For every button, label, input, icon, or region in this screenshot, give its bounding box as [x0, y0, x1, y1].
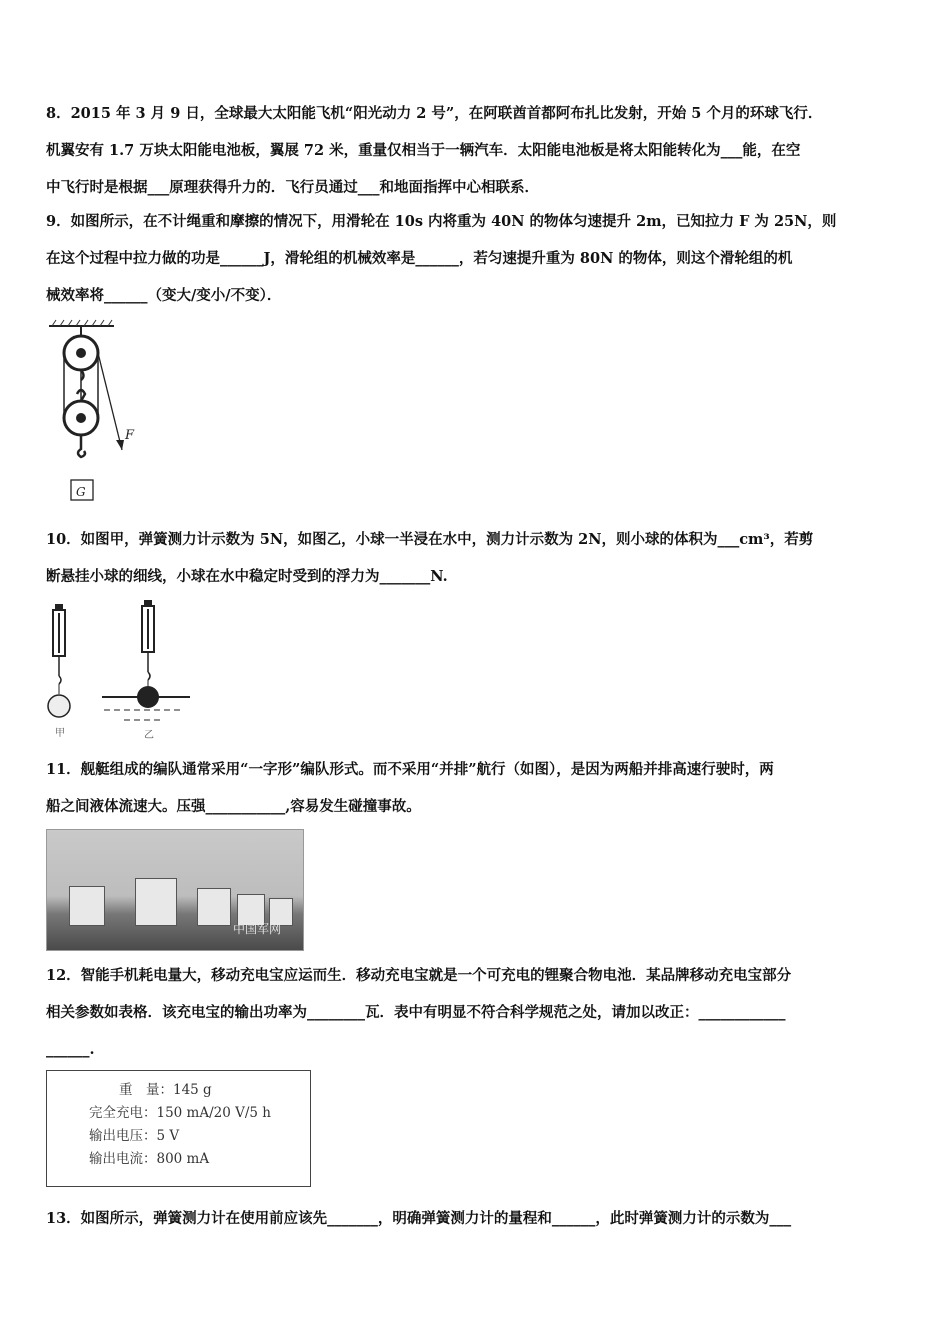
- fig-label-b: 乙: [144, 730, 154, 741]
- q8-line-2: 机翼安有 1.7 万块太阳能电池板，翼展 72 米，重量仅相当于一辆汽车．太阳能电池板是将太阳能转化为___能，在空: [46, 142, 801, 159]
- question-10: [46, 521, 906, 595]
- question-13: [46, 1200, 906, 1237]
- q9-line-2: 在这个过程中拉力做的功是______J，滑轮组的机械效率是______，若匀速提升重为 80N 的物体，则这个滑轮组的机: [46, 250, 793, 267]
- table-row-charge: 完全充电：150 mA/20 V/5 h: [89, 1105, 271, 1121]
- q12-line-3: ______.: [46, 1041, 95, 1058]
- q9-line-3: 械效率将______（变大/变小/不变）．: [46, 287, 282, 304]
- force-label: F: [125, 428, 135, 443]
- question-11: [46, 751, 906, 825]
- question-8: [46, 95, 906, 206]
- q10-line-2: 断悬挂小球的细线，小球在水中稳定时受到的浮力为_______N.: [46, 568, 448, 585]
- q11-line-2: 船之间液体流速大。压强___________,容易发生碰撞事故。: [46, 798, 421, 815]
- weight-label: G: [76, 485, 86, 499]
- q8-line-3: 中飞行时是根据___原理获得升力的．飞行员通过___和地面指挥中心相联系．: [46, 179, 539, 196]
- ship-3: [197, 888, 231, 926]
- table-row-weight: 重 量：145 g: [119, 1082, 212, 1098]
- question-12: [46, 957, 906, 1068]
- q12-line-2: 相关参数如表格．该充电宝的输出功率为________瓦．表中有明显不符合科学规范之处，请加以改正：____________: [46, 1004, 786, 1021]
- spring-scale-figure: [44, 598, 204, 748]
- fig-label-a: 甲: [55, 728, 65, 739]
- pulley-figure: [44, 318, 144, 508]
- table-row-current: 输出电流：800 mA: [89, 1151, 210, 1167]
- q10-line-1: 10．如图甲，弹簧测力计示数为 5N，如图乙，小球一半浸在水中，测力计示数为 2N，则小球的体积为___cm³，若剪: [46, 531, 814, 548]
- warships-photo: [46, 829, 304, 951]
- q13-line-1: 13．如图所示，弹簧测力计在使用前应该先_______，明确弹簧测力计的量程和______，此时弹簧测力计的示数为___: [46, 1210, 792, 1227]
- ship-1: [69, 886, 105, 926]
- table-row-voltage: 输出电压：5 V: [89, 1128, 180, 1144]
- power-bank-table: [46, 1070, 311, 1187]
- q8-line-1: 8．2015 年 3 月 9 日，全球最大太阳能飞机“阳光动力 2 号”，在阿联酋首都阿布扎比发射，开始 5 个月的环球飞行．: [46, 105, 823, 122]
- ship-2: [135, 878, 177, 926]
- q12-line-1: 12．智能手机耗电量大，移动充电宝应运而生．移动充电宝就是一个可充电的锂聚合物电池．某品牌移动充电宝部分: [46, 967, 792, 984]
- q9-line-1: 9．如图所示，在不计绳重和摩擦的情况下，用滑轮在 10s 内将重为 40N 的物体匀速提升 2m，已知拉力 F 为 25N，则: [46, 213, 837, 230]
- q11-line-1: 11．舰艇组成的编队通常采用“一字形”编队形式。而不采用“并排”航行（如图），是因为两船并排高速行驶时，两: [46, 761, 774, 778]
- question-9: [46, 203, 906, 314]
- photo-watermark: 中国军网: [233, 922, 282, 936]
